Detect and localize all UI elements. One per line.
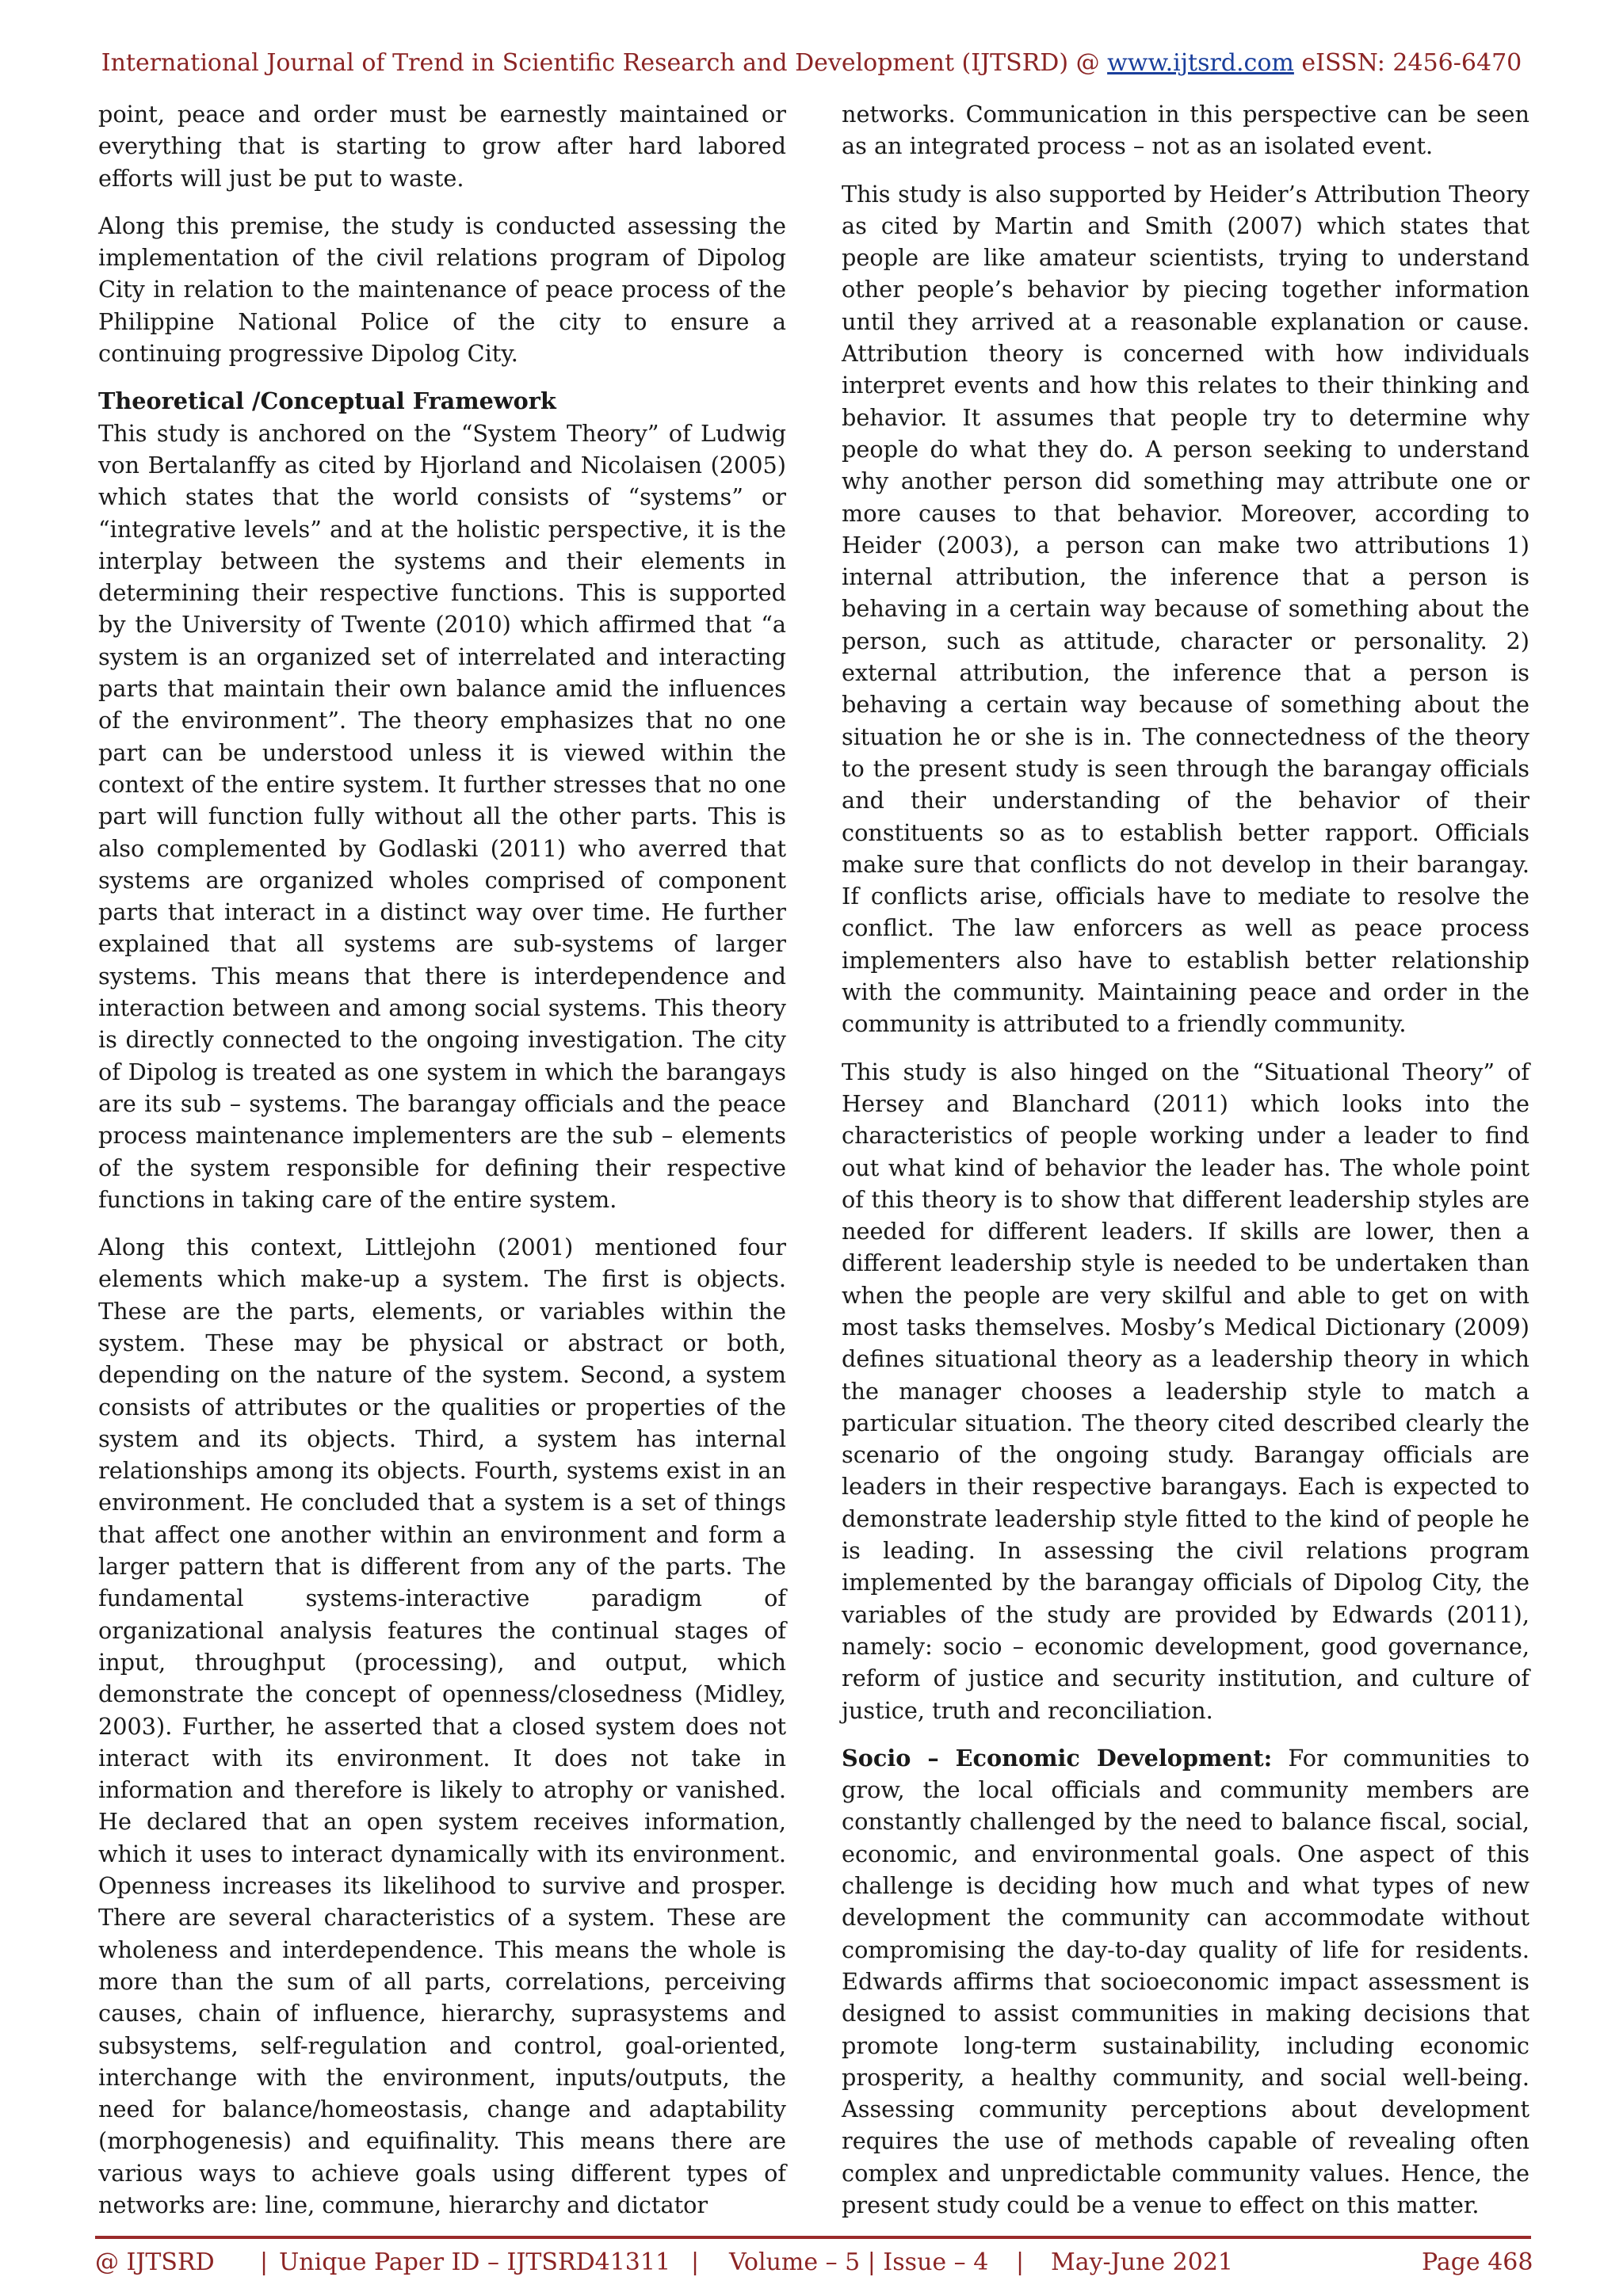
issn: eISSN: 2456-6470: [1293, 49, 1522, 77]
journal-title: International Journal of Trend in Scientific Research and Development (IJTSRD) @: [101, 49, 1108, 77]
paragraph: This study is also supported by Heider’s Attribution Theory as cited by Martin and Smith (2007) which states that people are like amateur scientists, trying to understand other people’s behavior by piecing together information until they arrived at a reasonable explanation or cause. Attribution theory is concerned with how individuals interpret events and how this relates to their thinking and behavior. It assumes that people try to determine why people do what they do. A person seeking to understand why another person did something may attribute one or more causes to that behavior. Moreover, according to Heider (2003), a person can make two attributions 1) internal attribution, the inference that a person is behaving in a certain way because of something about the person, such as attitude, character or personality. 2) external attribution, the inference that a person is behaving a certain way because of something about the situation he or she is in. The connectedness of the theory to the present study is seen through the barangay officials and their understanding of the behavior of their constituents so as to establish better rapport. Officials make sure that conflicts do not develop in their barangay. If conflicts arise, officials have to mediate to resolve the conflict. The law enforcers as well as peace process implementers also have to establish better relationship with the community. Maintaining peace and order in the community is attributed to a friendly community.: [842, 180, 1529, 1038]
paragraph-lead: Socio – Economic Development:: [842, 1744, 1273, 1772]
paragraph: Along this premise, the study is conducted assessing the implementation of the civil relations program of Dipolog City in relation to the maintenance of peace process of the Philippine National Police of the city to ensure a continuing progressive Dipolog City.: [98, 212, 786, 368]
paragraph: This study is anchored on the “System Theory” of Ludwig von Bertalanffy as cited by Hjorland and Nicolaisen (2005) which states that the world consists of “systems” or “integrative levels” and at the holistic perspective, it is the interplay between the systems and their elements in determining their respective functions. This is supported by the University of Twente (2010) which affirmed that “a system is an organized set of interrelated and interacting parts that maintain their own balance amid the influences of the environment”. The theory emphasizes that no one part can be understood unless it is viewed within the context of the entire system. It further stresses that no one part will function fully without all the other parts. This is also complemented by Godlaski (2011) who averred that systems are organized wholes comprised of component parts that interact in a distinct way over time. He further explained that all systems are sub-systems of larger systems. This means that there is interdependence and interaction between and among social systems. This theory is directly connected to the ongoing investigation. The city of Dipolog is treated as one system in which the barangays are its sub – systems. The barangay officials and the peace process maintenance implementers are the sub – elements of the system responsible for defining their respective functions in taking care of the entire system.: [98, 419, 786, 1213]
left-column: [98, 98, 786, 2237]
right-column: [842, 98, 1529, 2237]
running-header: [0, 49, 1623, 77]
footer-paper-id: Unique Paper ID – IJTSRD41311: [279, 2248, 671, 2276]
footer-volume: Volume – 5 | Issue – 4: [729, 2248, 989, 2276]
paragraph: Along this context, Littlejohn (2001) mentioned four elements which make-up a system. The first is objects. These are the parts, elements, or variables within the system. These may be physical or abstract or both, depending on the nature of the system. Second, a system consists of attributes or the qualities or properties of the system and its objects. Third, a system has internal relationships among its objects. Fourth, systems exist in an environment. He concluded that a system is a set of things that affect one another within an environment and form a larger pattern that is different from any of the parts. The fundamental systems-interactive paradigm of organizational analysis features the continual stages of input, throughput (processing), and output, which demonstrate the concept of openness/closedness (Midley, 2003). Further, he asserted that a closed system does not interact with its environment. It does not take in information and therefore is likely to atrophy or vanished. He declared that an open system receives information, which it uses to interact dynamically with its environment. Openness increases its likelihood to survive and prosper. There are several characteristics of a system. These are wholeness and interdependence. This means the whole is more than the sum of all parts, correlations, perceiving causes, chain of influence, hierarchy, suprasystems and subsystems, self-regulation and control, goal-oriented, interchange with the environment, inputs/outputs, the need for balance/homeostasis, change and adaptability (morphogenesis) and equifinality. This means there are various ways to achieve goals using different types of networks are: line, commune, hierarchy and dictator: [98, 1234, 786, 2218]
paragraph: networks. Communication in this perspective can be seen as an integrated process – not as an isolated event.: [842, 101, 1529, 160]
footer-separator: |: [691, 2248, 700, 2276]
paragraph: This study is also hinged on the “Situational Theory” of Hersey and Blanchard (2011) which looks into the characteristics of people working under a leader to find out what kind of behavior the leader has. The whole point of this theory is to show that different leadership styles are needed for different leaders. If skills are lower, then a different leadership style is needed to be undertaken than when the people are very skilful and able to get on with most tasks themselves. Mosby’s Medical Dictionary (2009) defines situational theory as a leadership theory in which the manager chooses a leadership style to match a particular situation. The theory cited described clearly the scenario of the ongoing study. Barangay officials are leaders in their respective barangays. Each is expected to demonstrate leadership style fitted to the kind of people he is leading. In assessing the civil relations program implemented by the barangay officials of Dipolog City, the variables of the study are provided by Edwards (2011), namely: socio – economic development, good governance, reform of justice and security institution, and culture of justice, truth and reconciliation.: [842, 1058, 1529, 1724]
section-heading: Theoretical /Conceptual Framework: [98, 387, 556, 415]
paragraph-body: For communities to grow, the local officials and community members are constantly challenged by the need to balance fiscal, social, economic, and environmental goals. One aspect of this challenge is deciding how much and what types of new development the community can accommodate without compromising the day-to-day quality of life for residents. Edwards affirms that socioeconomic impact assessment is designed to assist communities in making decisions that promote long-term sustainability, including economic prosperity, a healthy community, and social well-being. Assessing community perceptions about development requires the use of methods capable of revealing often complex and unpredictable community values. Hence, the present study could be a venue to effect on this matter.: [842, 1744, 1529, 2218]
footer-publisher: @ IJTSRD: [95, 2248, 215, 2276]
footer-rule: [95, 2236, 1531, 2239]
journal-url-link[interactable]: www.ijtsrd.com: [1107, 49, 1294, 77]
paragraph: point, peace and order must be earnestly maintained or everything that is starting to grow after hard labored efforts will just be put to waste.: [98, 101, 786, 192]
footer-page: Page 468: [1422, 2248, 1533, 2276]
footer-separator: |: [1016, 2248, 1025, 2276]
paragraph: [842, 1742, 1529, 2221]
footer-separator: |: [260, 2248, 269, 2276]
footer-date: May-June 2021: [1051, 2248, 1233, 2276]
